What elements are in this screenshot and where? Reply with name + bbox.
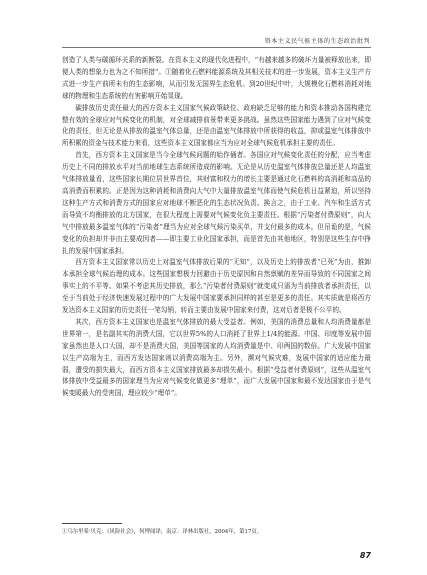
header-rule [62,47,371,48]
paragraph: 其次，西方资本主义国家也是温室气体排放的最大受益者。例如，美国的消费总量和人均消费量都是世界第一，是名副其实的消费大国，它以世界5%的人口消耗了世界上1/4的能源。中国、印度等发展中国家虽然也是人口大国，却不是消费大国，美国等国家的人均消费量是中、印两国的数倍。广大发展中国家以生产高端为主，而西方发达国家则以消费高端为主。另外，濒对气候灾难，发展中国家的适应能力最弱，遭受的损失最大，而西方资本主义国家排放最多却损失最小。根据“受益者付费原则”，这些从温室气体排放中受益最多的国家理当为应对气候变化做更多“埋单”，而广大发展中国家和最不发达国家由于是气候变暖最大的受害国，理应较少“埋单”。 [62,317,371,398]
page-number: 87 [359,551,371,560]
paragraph: 创造了人类与碳循环关系的新断裂。在资本主义的现代化进程中，“有越来越多的破坏力量被释放出来，即便人类的想象力也为之不知所措”。①随着化石燃料能源系统及其相关技术的进一步发展，资本主义生产方式进一步生产前所未有的生态影响，从而引发无国界生态危机。到20世纪中叶，大规模化石燃料消耗对地球的物理和生态系统的有害影响开始显现。 [62,56,371,100]
paragraph: 西方资本主义国家常以历史上对温室气体排放后果的“无知”，以及历史上的排放者“已死”为由，推卸本承担全球气候治理的成本。这些国家想极力回避由于历史原因和自然禀赋的差异而导致的不同国家之间事实上的不平等。如果不考虑其历史排放，那么“污染者付费原则”就变成只需为当前排放者承担责任，以至于当前处于经济快速发展过程中的广大发展中国家要承担同样的甚至是更多的责任。其实质就是将西方发达资本主义国家的历史责任一笔勾销，转而主要由发展中国家来付费，这对后者是极不公平的。 [62,258,371,315]
footnote: ①乌尔里希·贝克：《风险社会》，何博闻译，南京：译林出版社，2004年，第17页。 [62,529,263,535]
footnote-rule [62,523,122,524]
paragraph: 首先，西方资本主义国家是当今全球气候问题的始作俑者。各国应对气候变化责任的分配，应当考虑历史上不同的排放水平对当前地球生态系统所造成的影响。无论是从历史温室气体排放总量还是人均温室气体排放量看，这些国家长期位居世界首位，其财富和权力的增长主要是通过化石燃料的高消耗和高品的高消费而积累的。正是因为这种消耗和消费向大气中大量排放温室气体而使气候危机日益紧迫，所以坚持这种生产方式和消费方式的国家应对地球不断恶化的生态状况负责。换言之，由于工业、汽车和生活方式而导致不均衡排放的北方国家，在很大程度上需要对气候变化负主要责任。根据“污染者付费原则”，向大气中排放最多温室气体的“污染者”理当为应对全球气候污染买单，并支付最多的成本。但吊诡的是，气候变化的负担却并非由主要成因者——即主要工业化国家承担，而是首先由其他地区，特别是这些生存中挣扎的发展中国家承担。 [62,151,371,255]
body-text [62,55,371,400]
running-header: 资本主义民气候主体的生态政治批判 [264,38,370,45]
paragraph: 碳排放历史责任最大的西方资本主义国家气候政策缺位、政府缺乏足够的能力和资本推动各国构建完整有效的全球应对气候变化的机制，对全球减排前景带来更多挑战。虽然这些国家能力遇到了应对气候变化的责任，但无论是从排放的温室气体总量，还是由温室气体排放中所获得的收益，抑或温室气体排放中所积累的资金与技术能力来看，这些资本主义国家都应当为应对全球气候危机承担主要的责任。 [62,103,371,148]
